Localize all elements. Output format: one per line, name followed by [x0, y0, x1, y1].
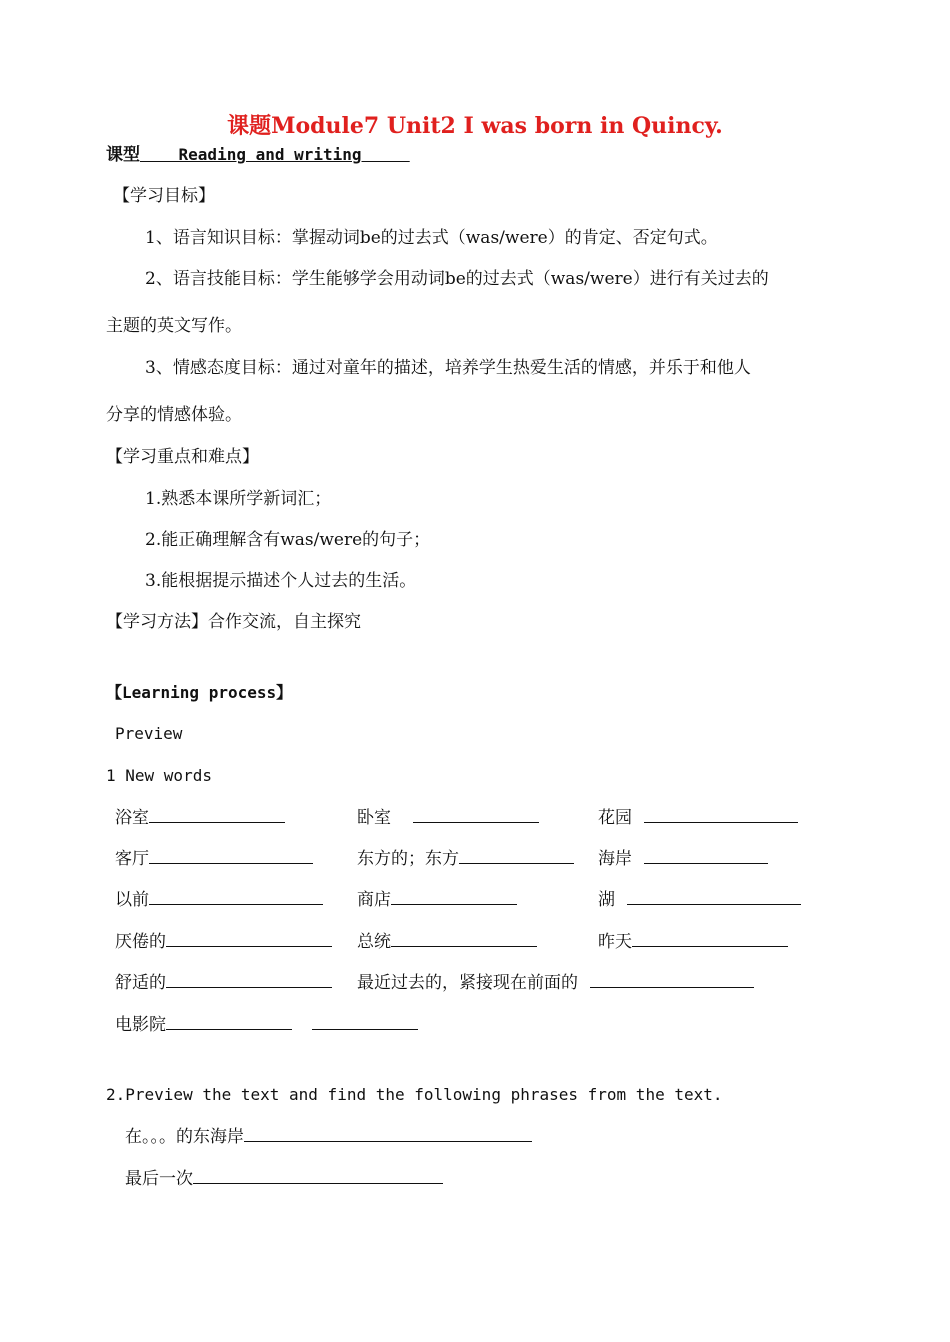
preview-label: Preview [115, 724, 183, 743]
word-label: 商店 [357, 890, 391, 910]
objective-1: 1、语言知识目标：掌握动词be的过去式（was/were）的肯定、否定句式。 [145, 228, 718, 248]
answer-blank[interactable] [149, 806, 285, 823]
method [106, 611, 361, 633]
word-label: 东方的；东方 [357, 849, 459, 869]
phrase-item [125, 1125, 532, 1148]
objective-3-line2: 分享的情感体验。 [106, 405, 242, 425]
answer-blank[interactable] [193, 1167, 443, 1184]
word-item [115, 806, 285, 829]
word-label: 总统 [357, 932, 391, 952]
process-heading: 【Learning process】 [106, 683, 293, 702]
objective-3-line1: 3、情感态度目标：通过对童年的描述，培养学生热爱生活的情感，并乐于和他人 [145, 358, 751, 378]
answer-blank[interactable] [644, 806, 798, 823]
answer-blank[interactable] [166, 971, 332, 988]
word-item [115, 847, 313, 870]
answer-blank[interactable] [590, 971, 754, 988]
answer-blank[interactable] [166, 1013, 292, 1030]
objectives-heading: 【学习目标】 [113, 186, 215, 206]
word-label: 卧室 [357, 808, 391, 828]
word-label: 舒适的 [115, 973, 166, 993]
answer-blank[interactable] [166, 930, 332, 947]
word-item [598, 847, 768, 870]
word-label: 以前 [115, 890, 149, 910]
answer-blank[interactable] [244, 1125, 532, 1142]
lesson-type [106, 144, 410, 166]
phrase-label: 最后一次 [125, 1169, 193, 1189]
phrase-label: 在。。。的东海岸 [125, 1127, 244, 1147]
word-label: 昨天 [598, 932, 632, 952]
word-label: 海岸 [598, 849, 632, 869]
lesson-type-label: 课型 [106, 145, 140, 165]
word-label: 厌倦的 [115, 932, 166, 952]
word-item [115, 1013, 418, 1036]
answer-blank[interactable] [391, 888, 517, 905]
word-item [115, 930, 332, 953]
answer-blank[interactable] [391, 930, 537, 947]
phrase-item [125, 1167, 443, 1190]
word-label: 花园 [598, 808, 632, 828]
word-item [115, 971, 332, 994]
answer-blank[interactable] [312, 1013, 418, 1030]
word-label: 电影院 [115, 1015, 166, 1035]
phrases-title: 2.Preview the text and find the following phrases from the text. [106, 1085, 723, 1104]
objective-2-line1: 2、语言技能目标：学生能够学会用动词be的过去式（was/were）进行有关过去的 [145, 269, 769, 289]
answer-blank[interactable] [632, 930, 788, 947]
word-item [115, 888, 323, 911]
key-point-3: 3.能根据提示描述个人过去的生活。 [145, 571, 417, 591]
word-item [357, 930, 537, 953]
word-item [357, 888, 517, 911]
word-item [598, 806, 798, 829]
word-label: 浴室 [115, 808, 149, 828]
word-item [357, 847, 574, 870]
answer-blank[interactable] [627, 888, 801, 905]
word-item [357, 971, 754, 994]
objective-2-line2: 主题的英文写作。 [106, 316, 242, 336]
word-label: 湖 [598, 890, 615, 910]
new-words-title: 1 New words [106, 766, 212, 785]
key-point-1: 1.熟悉本课所学新词汇； [145, 489, 332, 509]
answer-blank[interactable] [149, 888, 323, 905]
page-title: 课题Module7 Unit2 I was born in Quincy. [227, 113, 723, 139]
answer-blank[interactable] [413, 806, 539, 823]
answer-blank[interactable] [149, 847, 313, 864]
method-heading: 【学习方法】 [106, 612, 208, 632]
word-label: 客厅 [115, 849, 149, 869]
answer-blank[interactable] [459, 847, 574, 864]
word-item [598, 930, 788, 953]
answer-blank[interactable] [644, 847, 768, 864]
word-label: 最近过去的，紧接现在前面的 [357, 973, 578, 993]
word-item [357, 806, 539, 829]
lesson-type-value: Reading and writing [140, 145, 410, 164]
method-text: 合作交流，自主探究 [208, 612, 361, 632]
word-item [598, 888, 801, 911]
key-points-heading: 【学习重点和难点】 [106, 447, 259, 467]
key-point-2: 2.能正确理解含有was/were的句子； [145, 530, 431, 550]
